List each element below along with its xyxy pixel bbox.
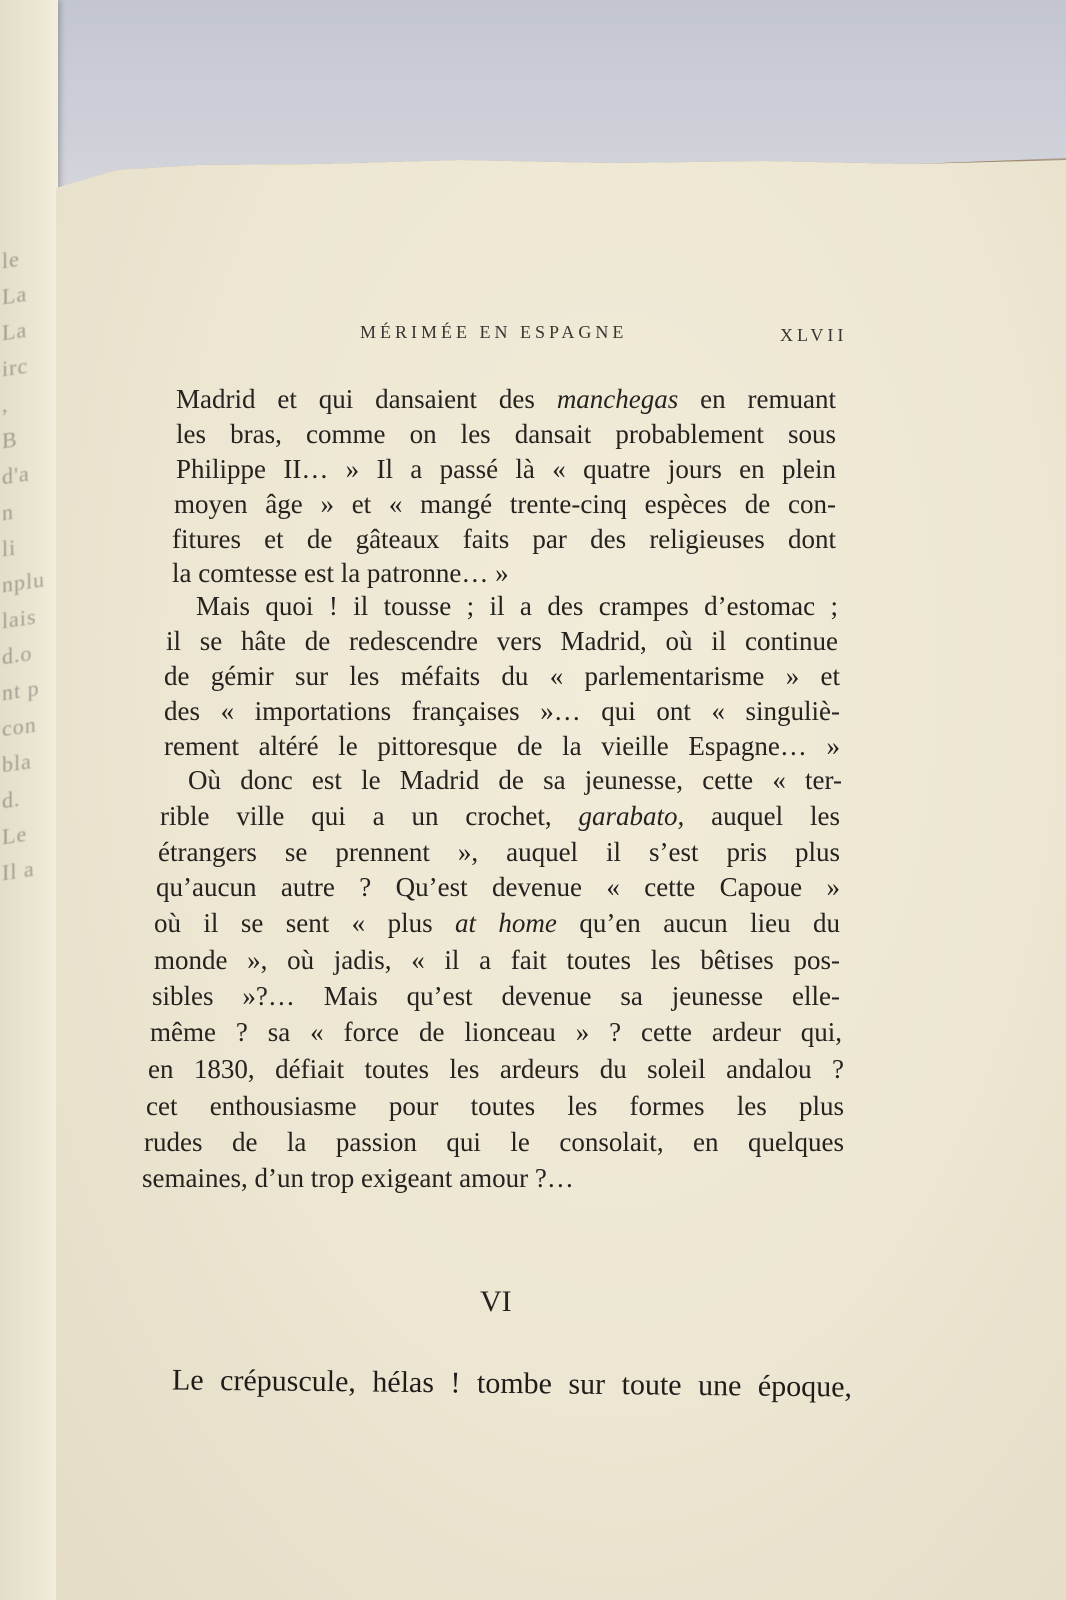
body-line-text: des « importations françaises »… qui ont « singuliè-	[164, 696, 840, 726]
body-line-italic: garabato,	[578, 801, 685, 831]
body-line	[154, 944, 840, 976]
body-line-italic: manchegas	[556, 384, 679, 414]
body-line-text: Madrid et qui dansaient des	[176, 384, 557, 414]
body-line-text: rement altéré le pittoresque de la vieille Espagne… »	[164, 731, 840, 761]
body-line	[164, 660, 840, 692]
body-line-text: auquel les	[684, 801, 840, 831]
body-line-text: rible ville qui a un crochet,	[160, 801, 579, 831]
section-first-line: Le crépuscule, hélas ! tombe sur toute une époque,	[171, 1363, 853, 1404]
body-line	[150, 1016, 842, 1048]
body-line-text: en 1830, défiait toutes les ardeurs du soleil andalou ?	[148, 1054, 844, 1084]
page-number: XLVII	[780, 325, 848, 345]
body-line	[172, 557, 572, 589]
body-line-text: Philippe II… » Il a passé là « quatre jours en plein	[176, 454, 836, 484]
body-line-text: Où donc est le Madrid de sa jeunesse, cette « ter-	[188, 765, 842, 795]
body-line	[176, 453, 836, 485]
body-line	[188, 764, 842, 796]
body-line	[166, 625, 838, 657]
section-heading: VI	[480, 1285, 512, 1318]
body-line	[154, 907, 840, 939]
body-line	[146, 1090, 844, 1122]
body-line-text: Mais quoi ! il tousse ; il a des crampes d’estomac ;	[196, 591, 838, 621]
body-line	[156, 871, 840, 903]
body-line-text: moyen âge » et « mangé trente-cinq espèces de con-	[174, 489, 836, 519]
body-line	[152, 980, 840, 1012]
body-line-text: qu’aucun autre ? Qu’est devenue « cette Capoue »	[156, 872, 840, 902]
body-line-text: les bras, comme on les dansait probablement sous	[176, 419, 836, 449]
body-line	[158, 836, 840, 868]
body-line-text: il se hâte de redescendre vers Madrid, où il continue	[166, 626, 838, 656]
body-line-text: qu’en aucun lieu du	[556, 908, 841, 938]
body-line	[196, 590, 838, 622]
body-line	[172, 523, 836, 555]
body-line-text: de gémir sur les méfaits du « parlementarisme » et	[164, 661, 840, 691]
body-line	[176, 383, 836, 415]
body-line-text: rudes de la passion qui le consolait, en quelques	[144, 1127, 844, 1157]
body-line	[164, 730, 840, 762]
running-head: MÉRIMÉE EN ESPAGNE	[360, 322, 628, 342]
body-line-text: fitures et de gâteaux faits par des religieuses dont	[172, 524, 836, 554]
left-page-text: le La La irc , B d'a n li nplu lais d.o nt p con bla d. Le Il a	[2, 245, 46, 886]
body-line-text: où il se sent « plus	[154, 908, 455, 938]
body-line-text: monde », où jadis, « il a fait toutes les bêtises pos-	[154, 945, 840, 975]
body-line	[160, 800, 840, 832]
body-line	[176, 418, 836, 450]
body-line	[142, 1162, 687, 1194]
body-line	[144, 1126, 844, 1158]
body-line-text: même ? sa « force de lionceau » ? cette ardeur qui,	[150, 1017, 842, 1047]
body-line-text: semaines, d’un trop exigeant amour ?…	[142, 1163, 574, 1193]
body-line	[148, 1053, 844, 1085]
body-line-text: étrangers se prennent », auquel il s’est pris plus	[158, 837, 840, 867]
body-line-text: sibles »?… Mais qu’est devenue sa jeunesse elle-	[152, 981, 840, 1011]
body-line-text: en remuant	[678, 384, 836, 414]
body-line	[174, 488, 836, 520]
body-line-text: cet enthousiasme pour toutes les formes les plus	[146, 1091, 844, 1121]
body-line	[164, 695, 840, 727]
body-line-italic: at home	[455, 908, 557, 938]
body-line-text: la comtesse est la patronne… »	[172, 558, 509, 588]
